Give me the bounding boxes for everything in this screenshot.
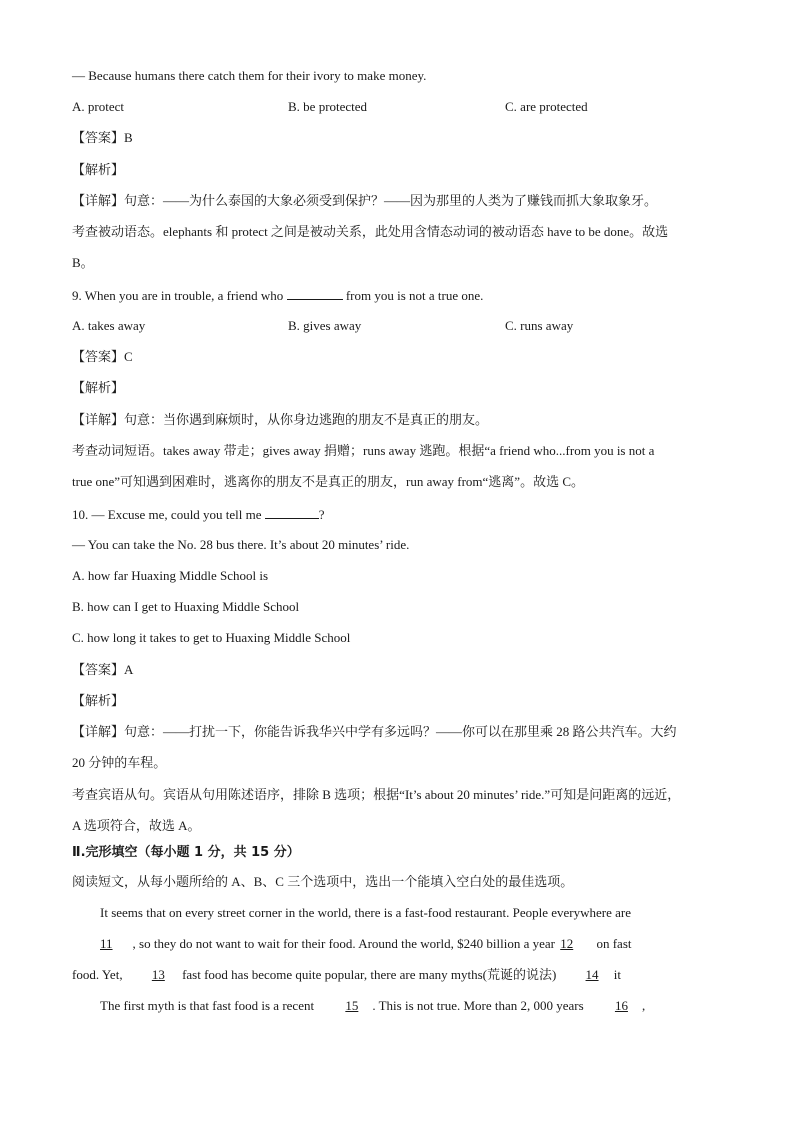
blank-16: 16 [614, 998, 628, 1013]
q10-stem-post: ? [318, 507, 325, 522]
q9-option-a: A. takes away [72, 318, 146, 333]
q9-stem-post: from you is not a true one. [345, 288, 484, 303]
passage-line-4 [100, 997, 645, 1015]
q10-detail-1: 【详解】句意：——打扰一下，你能告诉我华兴中学有多远吗？——你可以在那里乘 28 路公共汽车。大约 [72, 724, 677, 739]
blank-13: 13 [151, 967, 165, 982]
passage-line-4-mid: . This is not true. More than 2, 000 years [372, 998, 584, 1013]
q10-stem-pre: 10. — Excuse me, could you tell me [72, 507, 262, 522]
q8-option-a: A. protect [72, 99, 124, 114]
passage-line-3-end: it [613, 967, 622, 982]
blank-11: 11 [100, 936, 113, 951]
q10-option-c: C. how long it takes to get to Huaxing Middle School [72, 630, 351, 645]
q10-analysis-label: 【解析】 [72, 693, 125, 708]
passage-line-2 [72, 935, 632, 953]
passage-line-3 [72, 966, 621, 984]
blank-12: 12 [560, 936, 574, 951]
q9-analysis-label: 【解析】 [72, 380, 125, 395]
section-instruction: 阅读短文，从每小题所给的 A、B、C 三个选项中，选出一个能填入空白处的最佳选项。 [72, 874, 574, 889]
passage-line-1: It seems that on every street corner in the world, there is a fast-food restaurant. People everywhere are [100, 905, 631, 920]
q9-detail-2: 考查动词短语。takes away 带走；gives away 捐赠；runs away 逃跑。根据“a friend who...from you is not a [72, 443, 655, 458]
q8-detail-2: 考查被动语态。elephants 和 protect 之间是被动关系，此处用含情态动词的被动语态 have to be done。故选 [72, 224, 669, 239]
q10-stem [72, 505, 325, 524]
q8-reply: — Because humans there catch them for their ivory to make money. [72, 68, 427, 83]
q8-answer: 【答案】B [72, 130, 133, 145]
section-heading: Ⅱ.完形填空（每小题 1 分，共 15 分） [72, 845, 300, 860]
blank-15: 15 [345, 998, 359, 1013]
q9-option-b: B. gives away [288, 318, 362, 333]
q10-reply: — You can take the No. 28 bus there. It’s about 20 minutes’ ride. [72, 537, 410, 552]
q8-option-b: B. be protected [288, 99, 368, 114]
passage-line-3-mid: fast food has become quite popular, there are many myths(荒诞的说法) [182, 967, 557, 982]
passage-line-3-pre: food. Yet, [72, 967, 123, 982]
q8-analysis-label: 【解析】 [72, 162, 125, 177]
q8-detail-3: B。 [72, 255, 94, 270]
q10-answer: 【答案】A [72, 662, 134, 677]
q9-stem [72, 286, 483, 305]
passage-line-2-mid: , so they do not want to wait for their food. Around the world, $240 billion a year [132, 936, 555, 951]
q9-option-c: C. runs away [505, 318, 574, 333]
q9-detail-1: 【详解】句意：当你遇到麻烦时，从你身边逃跑的朋友不是真正的朋友。 [72, 412, 489, 427]
q8-detail-1: 【详解】句意：——为什么泰国的大象必须受到保护？——因为那里的人类为了赚钱而抓大象取象牙。 [72, 193, 658, 208]
q9-blank [287, 286, 343, 300]
q8-option-c: C. are protected [505, 99, 588, 114]
q9-answer: 【答案】C [72, 349, 133, 364]
q9-detail-3: true one”可知遇到困难时，逃离你的朋友不是真正的朋友，run away from“逃离”。故选 C。 [72, 474, 584, 489]
passage-line-4-pre: The first myth is that fast food is a recent [100, 998, 315, 1013]
passage-line-4-end: , [641, 998, 646, 1013]
q10-detail-3: 考查宾语从句。宾语从句用陈述语序，排除 B 选项；根据“It’s about 20 minutes’ ride.”可知是问距离的远近， [72, 787, 681, 802]
passage-line-2-end: on fast [596, 936, 632, 951]
q10-option-a: A. how far Huaxing Middle School is [72, 568, 269, 583]
blank-14: 14 [585, 967, 599, 982]
q10-option-b: B. how can I get to Huaxing Middle School [72, 599, 300, 614]
q10-detail-4: A 选项符合，故选 A。 [72, 818, 201, 833]
q10-detail-2: 20 分钟的车程。 [72, 755, 167, 770]
q10-blank [265, 505, 319, 519]
q9-stem-pre: 9. When you are in trouble, a friend who [72, 288, 284, 303]
